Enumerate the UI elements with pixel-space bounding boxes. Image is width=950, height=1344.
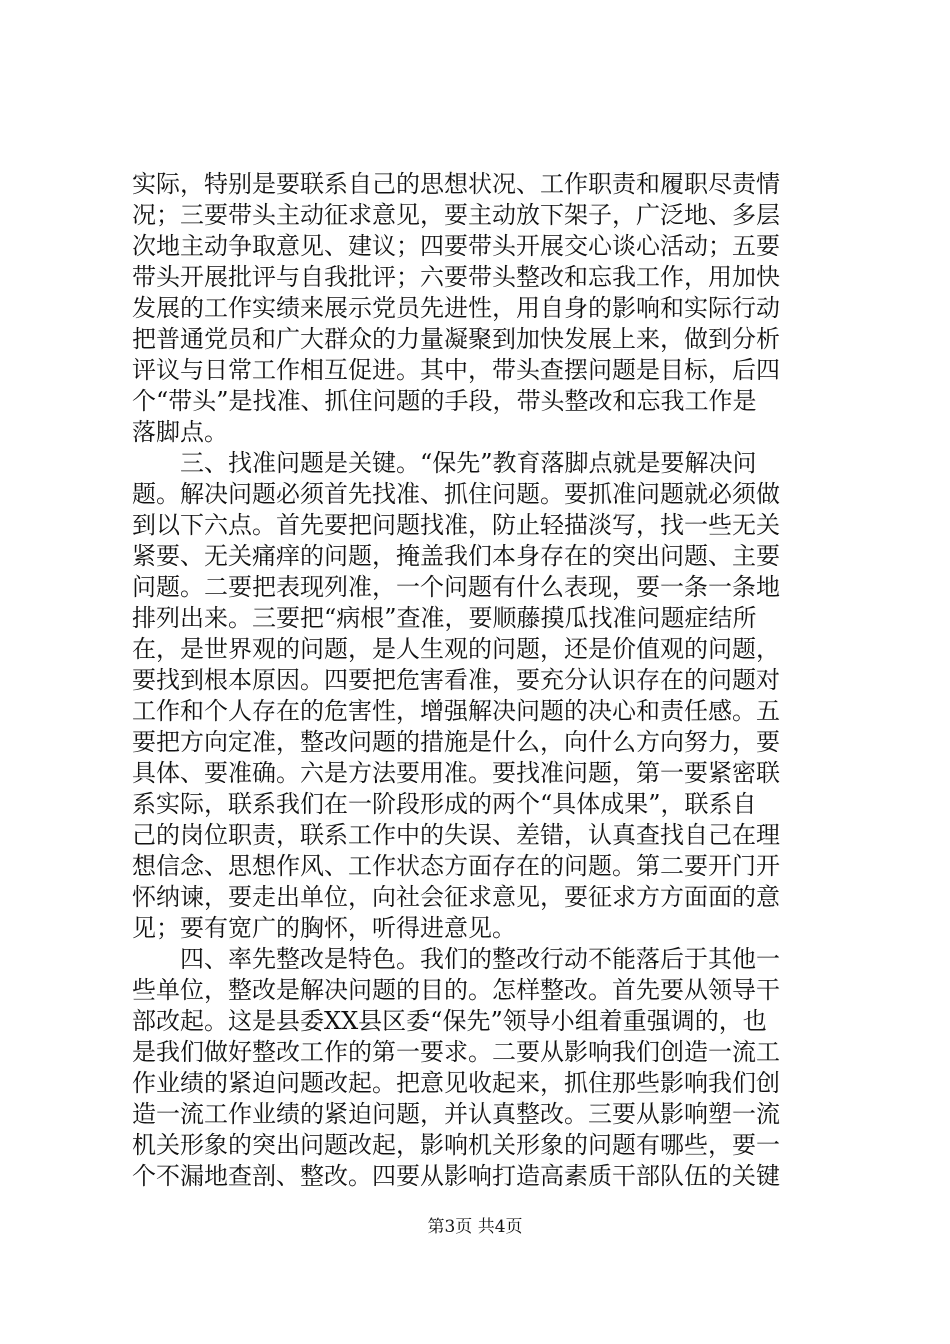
text-line: 发展的工作实绩来展示党员先进性，用自身的影响和实际行动 <box>132 294 780 322</box>
text-line: 要把方向定准，整改问题的措施是什么，向什么方向努力，要 <box>132 728 780 756</box>
page-footer: 第3页 共4页 <box>427 1217 523 1237</box>
text-line: 要找到根本原因。四要把危害看准，要充分认识存在的问题对 <box>132 666 780 694</box>
text-line: 作业绩的紧迫问题改起。把意见收起来，抓住那些影响我们创 <box>132 1069 780 1097</box>
text-line: 紧要、无关痛痒的问题，掩盖我们本身存在的突出问题、主要 <box>132 542 780 570</box>
text-line: 到以下六点。首先要把问题找准，防止轻描淡写，找一些无关 <box>132 511 780 539</box>
text-line: 实际，特别是要联系自己的思想状况、工作职责和履职尽责情 <box>132 170 780 198</box>
text-line: 带头开展批评与自我批评；六要带头整改和忘我工作，用加快 <box>132 263 780 291</box>
text-line: 况；三要带头主动征求意见，要主动放下架子，广泛地、多层 <box>132 201 780 229</box>
text-line: 是我们做好整改工作的第一要求。二要从影响我们创造一流工 <box>132 1038 780 1066</box>
document-body <box>132 169 832 1192</box>
text-line: 造一流工作业绩的紧迫问题，并认真整改。三要从影响塑一流 <box>132 1100 780 1128</box>
text-line: 想信念、思想作风、工作状态方面存在的问题。第二要开门开 <box>132 852 780 880</box>
text-line: 题。解决问题必须首先找准、抓住问题。要抓准问题就必须做 <box>132 480 780 508</box>
text-line: 个不漏地查剖、整改。四要从影响打造高素质干部队伍的关键 <box>132 1162 780 1190</box>
text-line: 评议与日常工作相互促进。其中，带头查摆问题是目标，后四 <box>132 356 780 384</box>
text-line: 四、率先整改是特色。我们的整改行动不能落后于其他一 <box>132 945 780 973</box>
text-line: 具体、要准确。六是方法要用准。要找准问题，第一要紧密联 <box>132 759 780 787</box>
text-line: 些单位，整改是解决问题的目的。怎样整改。首先要从领导干 <box>132 976 780 1004</box>
text-line: 见；要有宽广的胸怀，听得进意见。 <box>132 914 516 942</box>
text-line: 落脚点。 <box>132 418 228 446</box>
text-line: 机关形象的突出问题改起，影响机关形象的问题有哪些，要一 <box>132 1131 780 1159</box>
text-line: 个“带头”是找准、抓住问题的手段，带头整改和忘我工作是 <box>132 387 757 415</box>
text-line: 三、找准问题是关键。“保先”教育落脚点就是要解决问 <box>132 449 757 477</box>
text-line: 排列出来。三要把“病根”查准，要顺藤摸瓜找准问题症结所 <box>132 604 757 632</box>
text-line: 己的岗位职责，联系工作中的失误、差错，认真查找自己在理 <box>132 821 780 849</box>
text-line: 系实际，联系我们在一阶段形成的两个“具体成果”，联系自 <box>132 790 757 818</box>
text-line: 次地主动争取意见、建议；四要带头开展交心谈心活动；五要 <box>132 232 780 260</box>
text-line: 工作和个人存在的危害性，增强解决问题的决心和责任感。五 <box>132 697 780 725</box>
text-line: 在，是世界观的问题，是人生观的问题，还是价值观的问题， <box>132 635 780 663</box>
text-line: 问题。二要把表现列准，一个问题有什么表现，要一条一条地 <box>132 573 780 601</box>
text-line: 部改起。这是县委XX县区委“保先”领导小组着重强调的，也 <box>132 1007 767 1035</box>
text-line: 把普通党员和广大群众的力量凝聚到加快发展上来，做到分析 <box>132 325 780 353</box>
text-line: 怀纳谏，要走出单位，向社会征求意见，要征求方方面面的意 <box>132 883 780 911</box>
